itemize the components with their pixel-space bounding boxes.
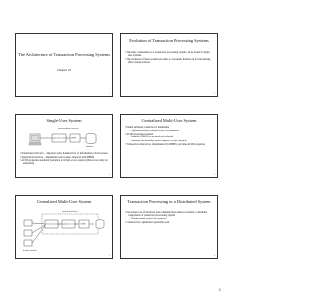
diagram-label-presentation: presentation services [58, 128, 79, 130]
dbms-box-label: DBMS [71, 137, 77, 140]
centralized-diagram [22, 208, 108, 256]
slide-6 [120, 195, 218, 259]
slide-4 [120, 114, 218, 178]
slide-page-number: 6 [214, 255, 215, 257]
bullet-item: • The evolution of these systems provides a convenient framework for introducing their various features. [125, 57, 211, 64]
page-number: 1 [218, 287, 221, 292]
screen-icon [32, 136, 39, 141]
application-box-label: application services [62, 224, 77, 226]
bullet-list [20, 152, 108, 166]
slide-title: Transaction Processing in a Distributed System [127, 199, 211, 204]
slide-5 [15, 195, 113, 259]
slide-title: Centralized Multi-User System [36, 199, 92, 204]
bullet-subitem: – Atomicity and durability: system supports a major enterprise [129, 139, 187, 142]
keyboard-icon [29, 143, 41, 145]
slide-title: Evolution of Transaction Processing Systems [129, 38, 209, 43]
single-user-diagram [28, 126, 102, 150]
slide-title: Single-User System [46, 118, 82, 123]
bullet-item: • Client/server organization generally used [125, 221, 170, 225]
dbms-box-label: DBMS [80, 223, 86, 226]
slide-2 [120, 33, 218, 97]
central-machine-label: central machine [62, 211, 78, 213]
terminal-icon [24, 240, 32, 246]
bullet-item: • Application Services – implements user request, interacts with DBMS [20, 155, 95, 159]
bullet-subitem: – Dumb terminal replaced by computers [129, 217, 167, 220]
bullet-item: • Dumb terminals connected to mainframe [125, 126, 170, 129]
slide-page-number: 3 [109, 174, 110, 176]
bullet-item: • Decreased cost of hardware and communication make it possible to distribute components of transaction processing system [125, 211, 208, 218]
presentation-box-label: presentation services [45, 224, 61, 226]
bullet-item: • The basic components of a transaction processing system can be found in single user systems. [125, 51, 210, 58]
dumb-terminals-label: dumb terminals [23, 250, 37, 252]
slide-title: The Architecture of Transaction Processing Systems [18, 52, 110, 57]
bullet-item: • ACID properties required [125, 132, 154, 136]
bullet-list [125, 211, 213, 225]
bullet-subitem: – Application and presentation services on mainframe [129, 129, 179, 132]
slide-title: Centralized Multi-User System [141, 118, 197, 123]
bullet-item: • ACID properties automatic (isolation is trivial) or not required (this is not really an enterprise) [20, 159, 108, 166]
slide-3 [15, 114, 113, 178]
terminal-icon [24, 220, 32, 226]
bullet-subitem: – Isolation: DBMS sees an interleaved schedule [129, 136, 174, 139]
slide-page-number: 2 [214, 93, 215, 95]
slide-page-number: 4 [214, 174, 215, 176]
bullet-item: • Presentation Services – displays forms, handles flow of information to/from screen [20, 152, 108, 155]
slide-page-number: 5 [109, 255, 110, 257]
slide-subtitle: Chapter 23 [56, 68, 72, 72]
bullet-list [125, 51, 213, 65]
slide-1 [15, 33, 113, 97]
bullet-item: • Transaction abstraction, implemented by DBMS, provides ACID properties [125, 143, 205, 147]
terminal-icon [24, 230, 32, 236]
database-label: database [86, 146, 94, 148]
application-box-label: application services [52, 137, 68, 140]
bullet-list [125, 126, 213, 147]
slide-page-number: 1 [109, 93, 110, 95]
